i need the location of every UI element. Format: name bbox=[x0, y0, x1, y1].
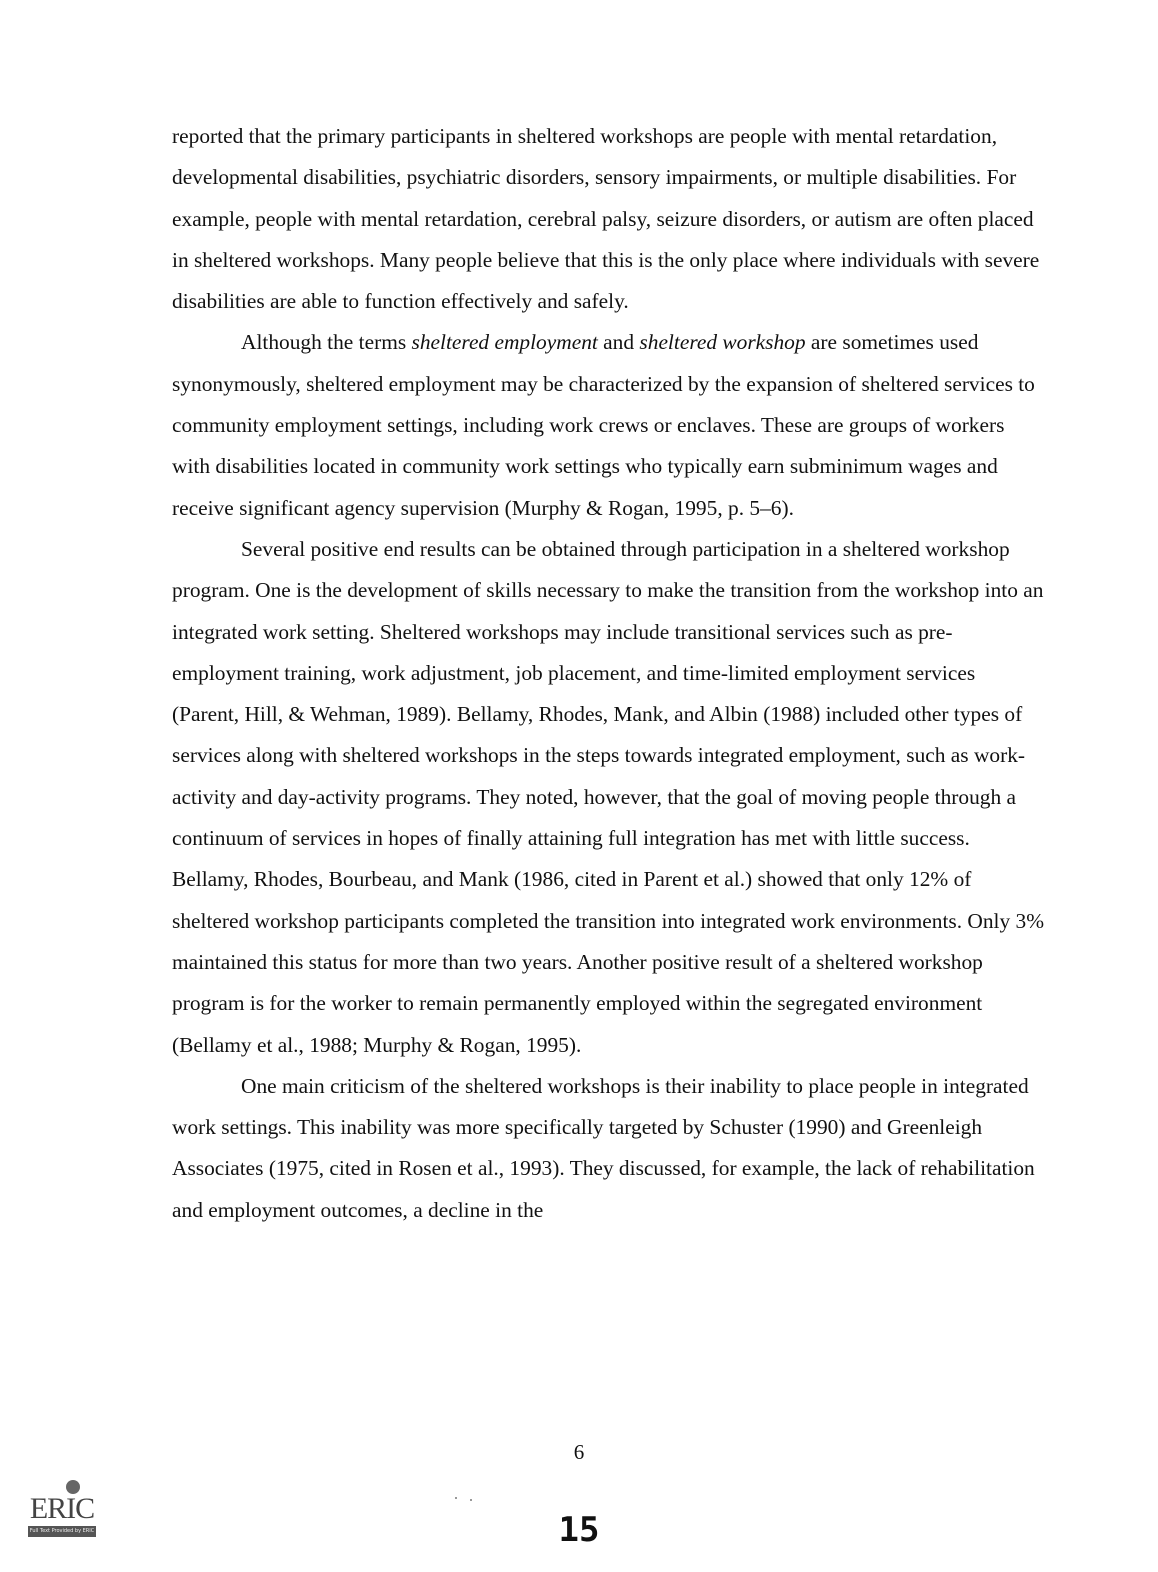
term-sheltered-employment: sheltered employment bbox=[411, 330, 598, 355]
body-text bbox=[172, 116, 1047, 1231]
scan-speck bbox=[470, 1499, 472, 1501]
stamp-number: 15 bbox=[558, 1510, 600, 1550]
page-number: 6 bbox=[573, 1440, 585, 1464]
paragraph-3: Several positive end results can be obtained through participation in a sheltered workshop program. One is the development of skills necessary to make the transition from the workshop into an integrated work setting. Sheltered workshops may include transitional services such as pre-employment training, work adjustment, job placement, and time-limited employment services (Parent, Hill, & Wehman, 1989). Bellamy, Rhodes, Mank, and Albin (1988) included other types of services along with sheltered workshops in the steps towards integrated employment, such as work-activity and day-activity programs. They noted, however, that the goal of moving people through a continuum of services in hopes of finally attaining full integration has met with little success. Bellamy, Rhodes, Bourbeau, and Mank (1986, cited in Parent et al.) showed that only 12% of sheltered workshop participants completed the transition into integrated work environments. Only 3% maintained this status for more than two years. Another positive result of a sheltered workshop program is for the worker to remain permanently employed within the segregated environment (Bellamy et al., 1988; Murphy & Rogan, 1995). bbox=[172, 536, 1045, 1057]
paragraph-2-start: Although the terms bbox=[241, 330, 412, 355]
eric-logo-letters: ERIC bbox=[29, 1492, 95, 1525]
term-sheltered-workshop: sheltered workshop bbox=[639, 330, 806, 355]
paragraph-2 bbox=[172, 322, 1047, 528]
eric-logo-tagline: Full Text Provided by ERIC bbox=[28, 1526, 96, 1537]
scan-speck bbox=[455, 1497, 457, 1499]
eric-logo bbox=[26, 1478, 98, 1540]
paragraph-2-rest: are sometimes used synonymously, sheltered employment may be characterized by the expansion of sheltered services to community employment settings, including work crews or enclaves. These are groups of workers with disabilities located in community work settings who typically earn subminimum wages and receive significant agency supervision (Murphy & Rogan, 1995, p. 5–6). bbox=[172, 330, 1035, 520]
paragraph-2-and: and bbox=[597, 330, 640, 355]
paragraph-4: One main criticism of the sheltered workshops is their inability to place people in integrated work settings. This inability was more specifically targeted by Schuster (1990) and Greenleigh Associates (1975, cited in Rosen et al., 1993). They discussed, for example, the lack of rehabilitation and employment outcomes, a decline in the bbox=[172, 1073, 1035, 1222]
paragraph-1: reported that the primary participants in sheltered workshops are people with mental retardation, developmental disabilities, psychiatric disorders, sensory impairments, or multiple disabilities. For example, people with mental retardation, cerebral palsy, seizure disorders, or autism are often placed in sheltered workshops. Many people believe that this is the only place where individuals with severe disabilities are able to function effectively and safely. bbox=[172, 124, 1040, 314]
